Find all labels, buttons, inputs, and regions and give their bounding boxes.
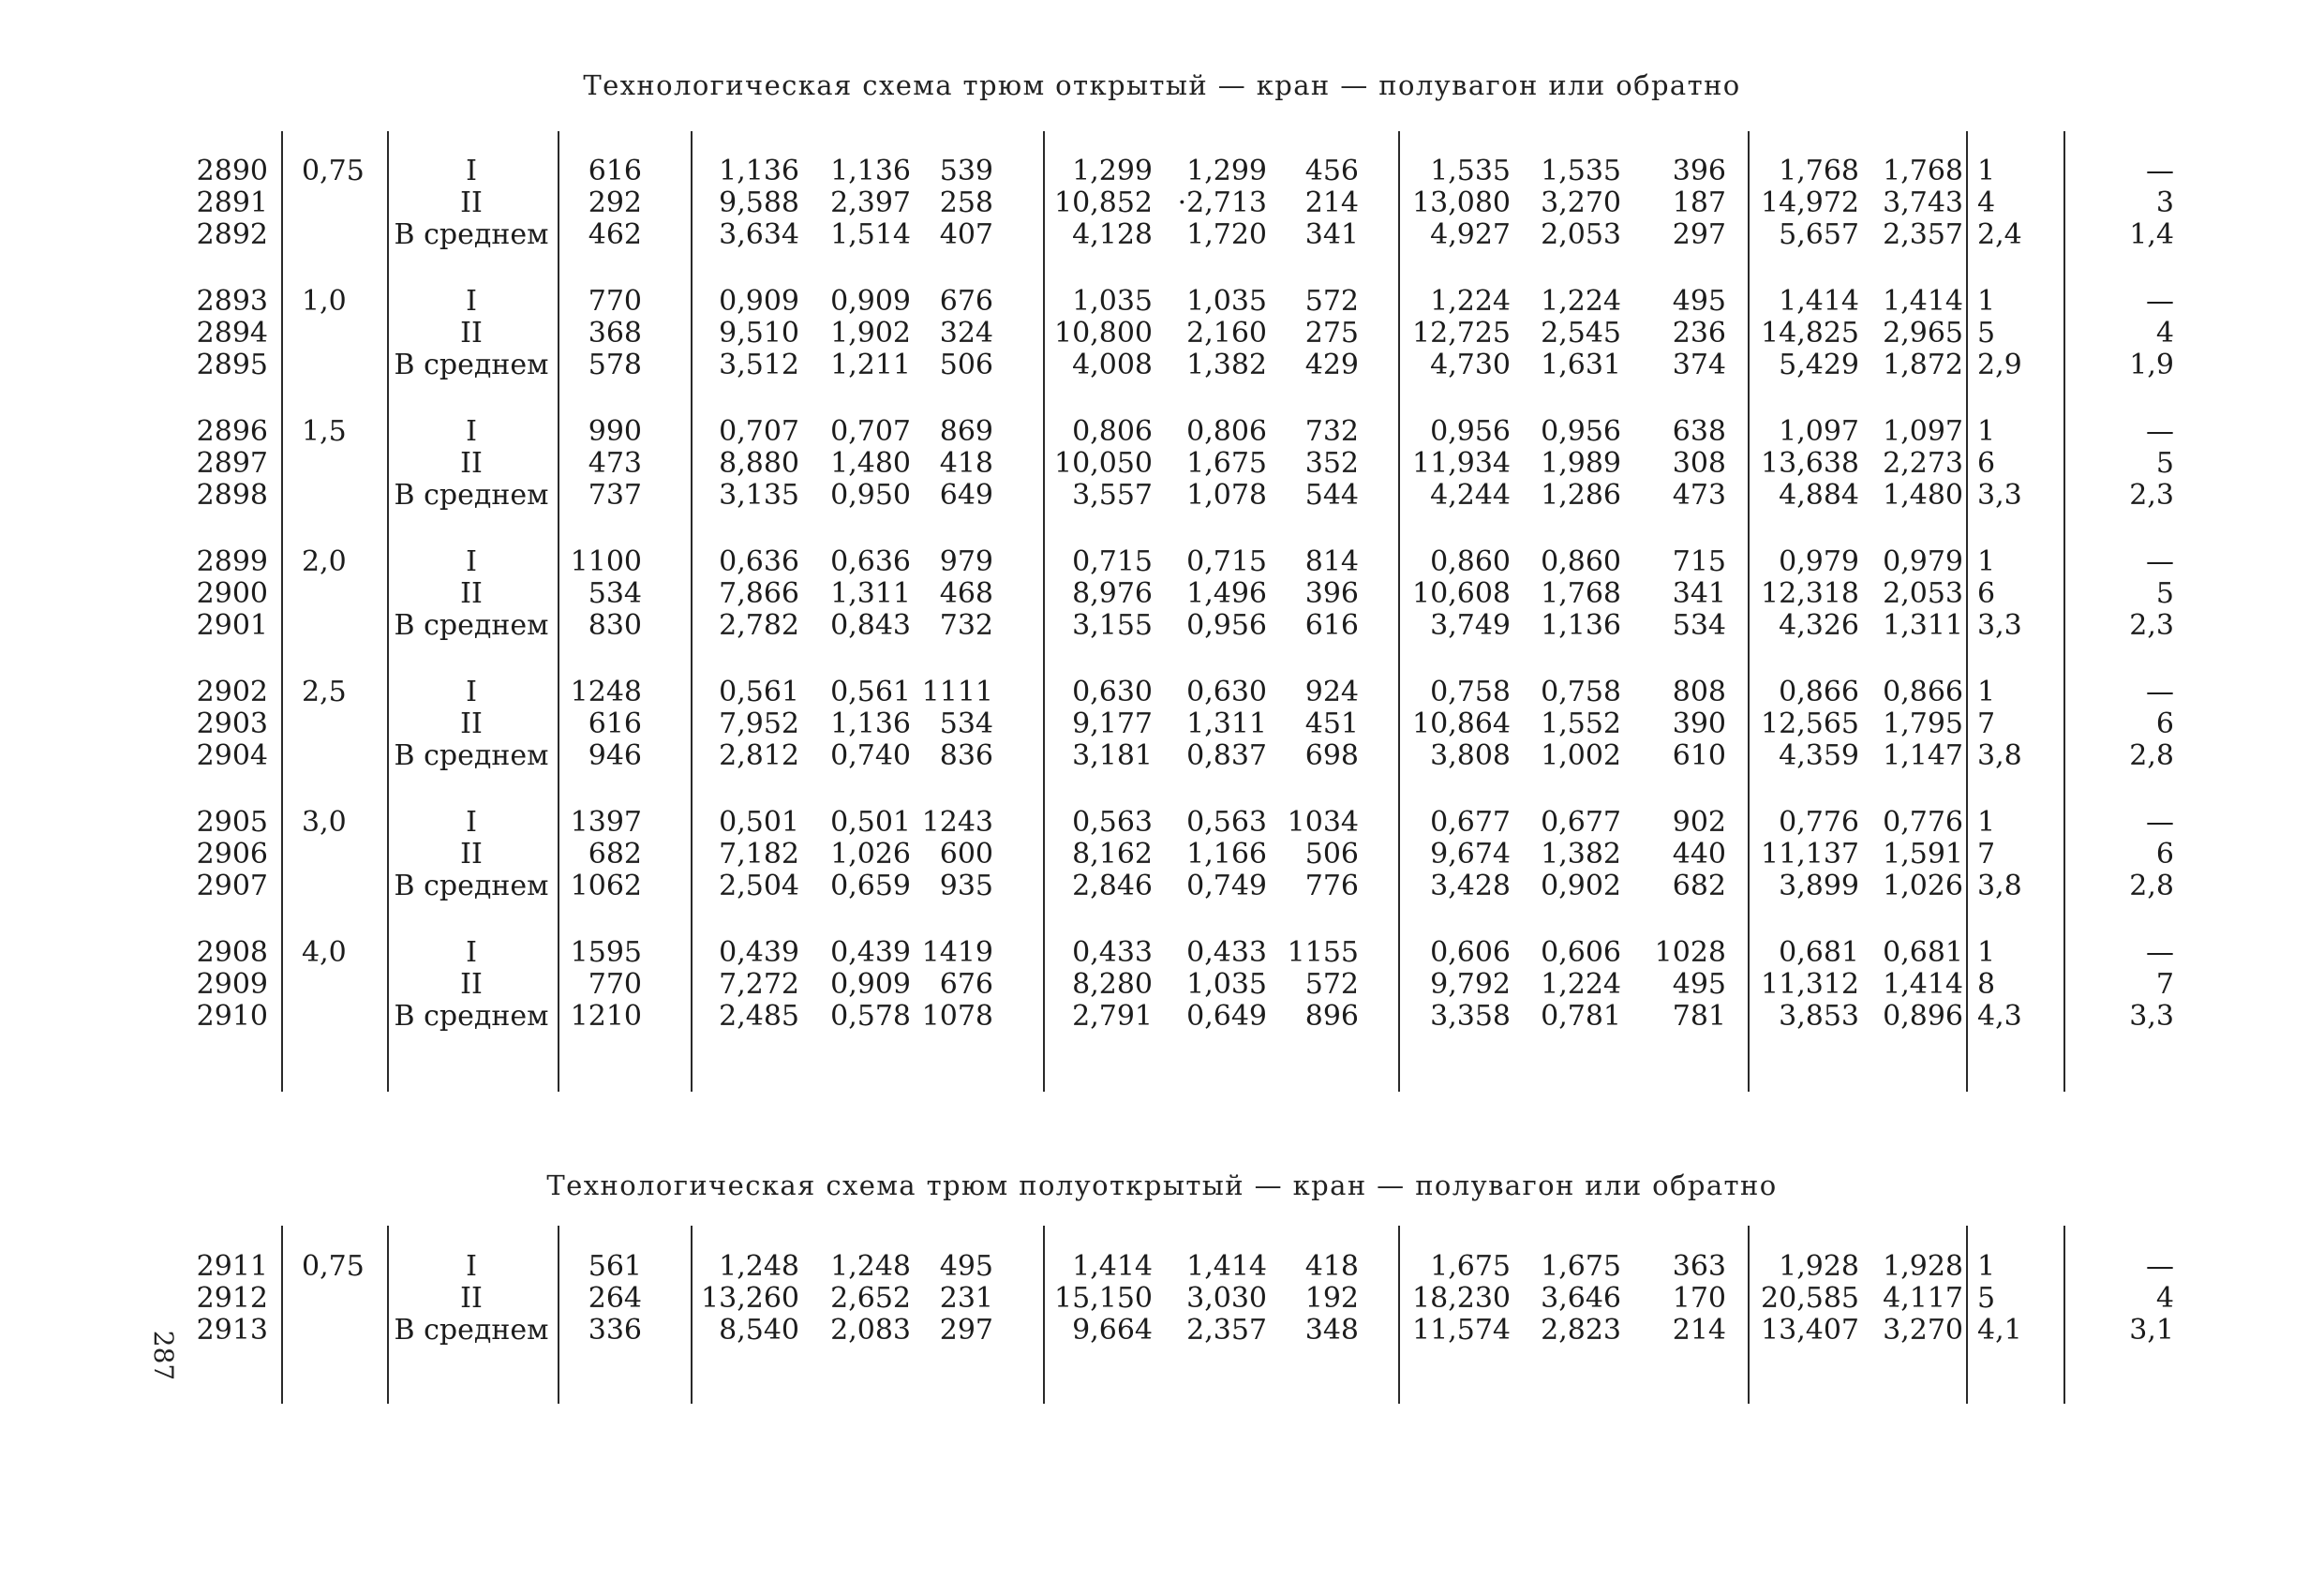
section1-group-4-c5: 0,715 8,976 3,155 xyxy=(1072,545,1153,642)
section1-group-4-modes: I II В среднем xyxy=(394,545,549,642)
section1-group-1-c2: 1,136 9,588 3,634 xyxy=(719,155,799,251)
section1-group-4-c6: 0,715 1,496 0,956 xyxy=(1186,545,1267,642)
section1-group-7-c4: 1419 676 1078 xyxy=(921,936,993,1033)
section1-group-7-c13: 1 8 4,3 xyxy=(1977,936,2022,1033)
section1-group-6-c12: 0,776 1,591 1,026 xyxy=(1883,806,1963,902)
section1-group-5-c10: 808 390 610 xyxy=(1672,676,1726,772)
section1-group-1-c3: 1,136 2,397 1,514 xyxy=(830,155,911,251)
section1-group-1-c11: 1,768 14,972 5,657 xyxy=(1761,155,1859,251)
section1-group-7-c8: 0,606 9,792 3,358 xyxy=(1430,936,1511,1033)
section1-group-6-c13: 1 7 3,8 xyxy=(1977,806,2022,902)
section1-group-1-c6: 1,299 ·2,713 1,720 xyxy=(1177,155,1267,251)
section1-group-2-c1: 770 368 578 xyxy=(588,285,642,381)
section1-group-6-modes: I II В среднем xyxy=(394,806,549,902)
section1-group-1-c14: — 3 1,4 xyxy=(2129,155,2174,251)
section1-group-4-nums: 2899 2900 2901 xyxy=(196,545,268,642)
section1-group-5-c5: 0,630 9,177 3,181 xyxy=(1072,676,1153,772)
section2-group-1-c12: 1,928 4,117 3,270 xyxy=(1883,1250,1963,1347)
section1-group-7-c12: 0,681 1,414 0,896 xyxy=(1883,936,1963,1033)
section1-group-5-nums: 2902 2903 2904 xyxy=(196,676,268,772)
section1-group-6-c14: — 6 2,8 xyxy=(2129,806,2174,902)
section1-group-3-c3: 0,707 1,480 0,950 xyxy=(830,415,911,512)
section1-group-2-modes: I II В среднем xyxy=(394,285,549,381)
section1-group-2-c9: 1,224 2,545 1,631 xyxy=(1541,285,1621,381)
section1-group-4-c9: 0,860 1,768 1,136 xyxy=(1541,545,1621,642)
section1-group-6-c7: 1034 506 776 xyxy=(1287,806,1359,902)
section1-group-4-c7: 814 396 616 xyxy=(1304,545,1359,642)
section1-group-6-c3: 0,501 1,026 0,659 xyxy=(830,806,911,902)
section1-group-2-c6: 1,035 2,160 1,382 xyxy=(1186,285,1267,381)
section2-group-1-c13: 1 5 4,1 xyxy=(1977,1250,2022,1347)
section2-group-1-c11: 1,928 20,585 13,407 xyxy=(1761,1250,1859,1347)
section1-group-3-c14: — 5 2,3 xyxy=(2129,415,2174,512)
section1-group-1-c5: 1,299 10,852 4,128 xyxy=(1054,155,1153,251)
section2-group-1-c9: 1,675 3,646 2,823 xyxy=(1541,1250,1621,1347)
section1-group-6-c10: 902 440 682 xyxy=(1672,806,1726,902)
section1-group-1-c10: 396 187 297 xyxy=(1672,155,1726,251)
section1-group-3-nums: 2896 2897 2898 xyxy=(196,415,268,512)
section-2-title: Технологическая схема трюм полуоткрытый — кран — полувагон или обратно xyxy=(546,1169,1778,1201)
section2-group-1-c14: — 4 3,1 xyxy=(2129,1250,2174,1347)
section1-group-3-c11: 1,097 13,638 4,884 xyxy=(1761,415,1859,512)
section2-group-1-modes: I II В среднем xyxy=(394,1250,549,1347)
section1-group-2-c3: 0,909 1,902 1,211 xyxy=(830,285,911,381)
section1-group-7-c2: 0,439 7,272 2,485 xyxy=(719,936,799,1033)
section1-group-7-nums: 2908 2909 2910 xyxy=(196,936,268,1033)
section1-group-1-c4: 539 258 407 xyxy=(939,155,993,251)
section1-group-3-c1: 990 473 737 xyxy=(588,415,642,512)
section1-group-7-c3: 0,439 0,909 0,578 xyxy=(830,936,911,1033)
section1-group-6-c2: 0,501 7,182 2,504 xyxy=(719,806,799,902)
section1-group-2-c11: 1,414 14,825 5,429 xyxy=(1761,285,1859,381)
section1-group-2-c7: 572 275 429 xyxy=(1304,285,1359,381)
section1-group-2-c4: 676 324 506 xyxy=(939,285,993,381)
section1-group-2-c5: 1,035 10,800 4,008 xyxy=(1054,285,1153,381)
section1-group-7-c1: 1595 770 1210 xyxy=(570,936,642,1033)
section1-group-6-param: 3,0 xyxy=(302,806,347,839)
section1-group-6-nums: 2905 2906 2907 xyxy=(196,806,268,902)
section1-group-3-c13: 1 6 3,3 xyxy=(1977,415,2022,512)
section2-group-1-c7: 418 192 348 xyxy=(1304,1250,1359,1347)
section1-group-1-c7: 456 214 341 xyxy=(1304,155,1359,251)
section1-group-2-param: 1,0 xyxy=(302,285,347,318)
section1-group-7-c5: 0,433 8,280 2,791 xyxy=(1072,936,1153,1033)
section2-group-1-nums: 2911 2912 2913 xyxy=(196,1250,268,1347)
section1-group-5-c13: 1 7 3,8 xyxy=(1977,676,2022,772)
section1-group-4-c14: — 5 2,3 xyxy=(2129,545,2174,642)
section1-group-6-c8: 0,677 9,674 3,428 xyxy=(1430,806,1511,902)
section1-group-5-c6: 0,630 1,311 0,837 xyxy=(1186,676,1267,772)
section1-group-5-c9: 0,758 1,552 1,002 xyxy=(1541,676,1621,772)
section1-group-6-c5: 0,563 8,162 2,846 xyxy=(1072,806,1153,902)
section1-group-4-c8: 0,860 10,608 3,749 xyxy=(1412,545,1511,642)
section1-group-5-c2: 0,561 7,952 2,812 xyxy=(719,676,799,772)
section-1-title: Технологическая схема трюм открытый — кран — полувагон или обратно xyxy=(583,69,1741,101)
section2-group-1-c1: 561 264 336 xyxy=(588,1250,642,1347)
section1-group-6-c4: 1243 600 935 xyxy=(921,806,993,902)
section1-group-7-c9: 0,606 1,224 0,781 xyxy=(1541,936,1621,1033)
section1-group-3-c10: 638 308 473 xyxy=(1672,415,1726,512)
section1-group-2-c13: 1 5 2,9 xyxy=(1977,285,2022,381)
section1-group-3-c7: 732 352 544 xyxy=(1304,415,1359,512)
section1-group-2-nums: 2893 2894 2895 xyxy=(196,285,268,381)
section1-group-5-c14: — 6 2,8 xyxy=(2129,676,2174,772)
section1-group-2-c14: — 4 1,9 xyxy=(2129,285,2174,381)
section1-group-1-c13: 1 4 2,4 xyxy=(1977,155,2022,251)
section1-group-5-c1: 1248 616 946 xyxy=(570,676,642,772)
section1-group-5-c3: 0,561 1,136 0,740 xyxy=(830,676,911,772)
section1-group-2-c10: 495 236 374 xyxy=(1672,285,1726,381)
section1-group-3-c8: 0,956 11,934 4,244 xyxy=(1412,415,1511,512)
section1-group-7-c10: 1028 495 781 xyxy=(1654,936,1726,1033)
section1-group-3-c6: 0,806 1,675 1,078 xyxy=(1186,415,1267,512)
section1-group-4-c10: 715 341 534 xyxy=(1672,545,1726,642)
section1-group-3-c4: 869 418 649 xyxy=(939,415,993,512)
section1-group-7-modes: I II В среднем xyxy=(394,936,549,1033)
section1-group-5-param: 2,5 xyxy=(302,676,347,708)
section1-group-7-c11: 0,681 11,312 3,853 xyxy=(1761,936,1859,1033)
section1-group-1-param: 0,75 xyxy=(302,155,365,187)
section1-group-2-c2: 0,909 9,510 3,512 xyxy=(719,285,799,381)
section1-group-2-c12: 1,414 2,965 1,872 xyxy=(1883,285,1963,381)
section1-group-7-c14: — 7 3,3 xyxy=(2129,936,2174,1033)
section1-group-5-c4: 1111 534 836 xyxy=(921,676,993,772)
section1-group-7-param: 4,0 xyxy=(302,936,347,969)
section1-group-3-c9: 0,956 1,989 1,286 xyxy=(1541,415,1621,512)
section1-group-6-c6: 0,563 1,166 0,749 xyxy=(1186,806,1267,902)
section1-group-4-c1: 1100 534 830 xyxy=(570,545,642,642)
section2-group-1-c5: 1,414 15,150 9,664 xyxy=(1054,1250,1153,1347)
section2-group-1-c2: 1,248 13,260 8,540 xyxy=(701,1250,799,1347)
section1-group-4-c4: 979 468 732 xyxy=(939,545,993,642)
section1-group-7-c7: 1155 572 896 xyxy=(1287,936,1359,1033)
section1-group-5-c7: 924 451 698 xyxy=(1304,676,1359,772)
section1-group-4-c11: 0,979 12,318 4,326 xyxy=(1761,545,1859,642)
section1-group-5-c12: 0,866 1,795 1,147 xyxy=(1883,676,1963,772)
section1-group-3-param: 1,5 xyxy=(302,415,347,448)
section1-group-1-c12: 1,768 3,743 2,357 xyxy=(1883,155,1963,251)
section1-group-5-c11: 0,866 12,565 4,359 xyxy=(1761,676,1859,772)
page-number: 287 xyxy=(148,1330,180,1381)
section1-group-5-c8: 0,758 10,864 3,808 xyxy=(1412,676,1511,772)
section2-group-1-c10: 363 170 214 xyxy=(1672,1250,1726,1347)
section1-group-3-c12: 1,097 2,273 1,480 xyxy=(1883,415,1963,512)
section1-group-1-c9: 1,535 3,270 2,053 xyxy=(1541,155,1621,251)
section2-group-1-param: 0,75 xyxy=(302,1250,365,1283)
section1-group-2-c8: 1,224 12,725 4,730 xyxy=(1412,285,1511,381)
section1-group-4-c2: 0,636 7,866 2,782 xyxy=(719,545,799,642)
section1-group-6-c11: 0,776 11,137 3,899 xyxy=(1761,806,1859,902)
section1-group-6-c1: 1397 682 1062 xyxy=(570,806,642,902)
section2-group-1-c6: 1,414 3,030 2,357 xyxy=(1186,1250,1267,1347)
section1-group-1-nums: 2890 2891 2892 xyxy=(196,155,268,251)
section2-group-1-c4: 495 231 297 xyxy=(939,1250,993,1347)
section1-group-4-c13: 1 6 3,3 xyxy=(1977,545,2022,642)
section1-group-4-param: 2,0 xyxy=(302,545,347,578)
section1-group-1-c8: 1,535 13,080 4,927 xyxy=(1412,155,1511,251)
section1-group-3-c5: 0,806 10,050 3,557 xyxy=(1054,415,1153,512)
section1-group-3-c2: 0,707 8,880 3,135 xyxy=(719,415,799,512)
section1-group-7-c6: 0,433 1,035 0,649 xyxy=(1186,936,1267,1033)
section2-group-1-c8: 1,675 18,230 11,574 xyxy=(1412,1250,1511,1347)
section1-group-5-modes: I II В среднем xyxy=(394,676,549,772)
section1-group-1-modes: I II В среднем xyxy=(394,155,549,251)
section1-group-4-c3: 0,636 1,311 0,843 xyxy=(830,545,911,642)
section2-group-1-c3: 1,248 2,652 2,083 xyxy=(830,1250,911,1347)
section1-group-6-c9: 0,677 1,382 0,902 xyxy=(1541,806,1621,902)
section1-group-4-c12: 0,979 2,053 1,311 xyxy=(1883,545,1963,642)
section1-group-3-modes: I II В среднем xyxy=(394,415,549,512)
section1-group-1-c1: 616 292 462 xyxy=(588,155,642,251)
